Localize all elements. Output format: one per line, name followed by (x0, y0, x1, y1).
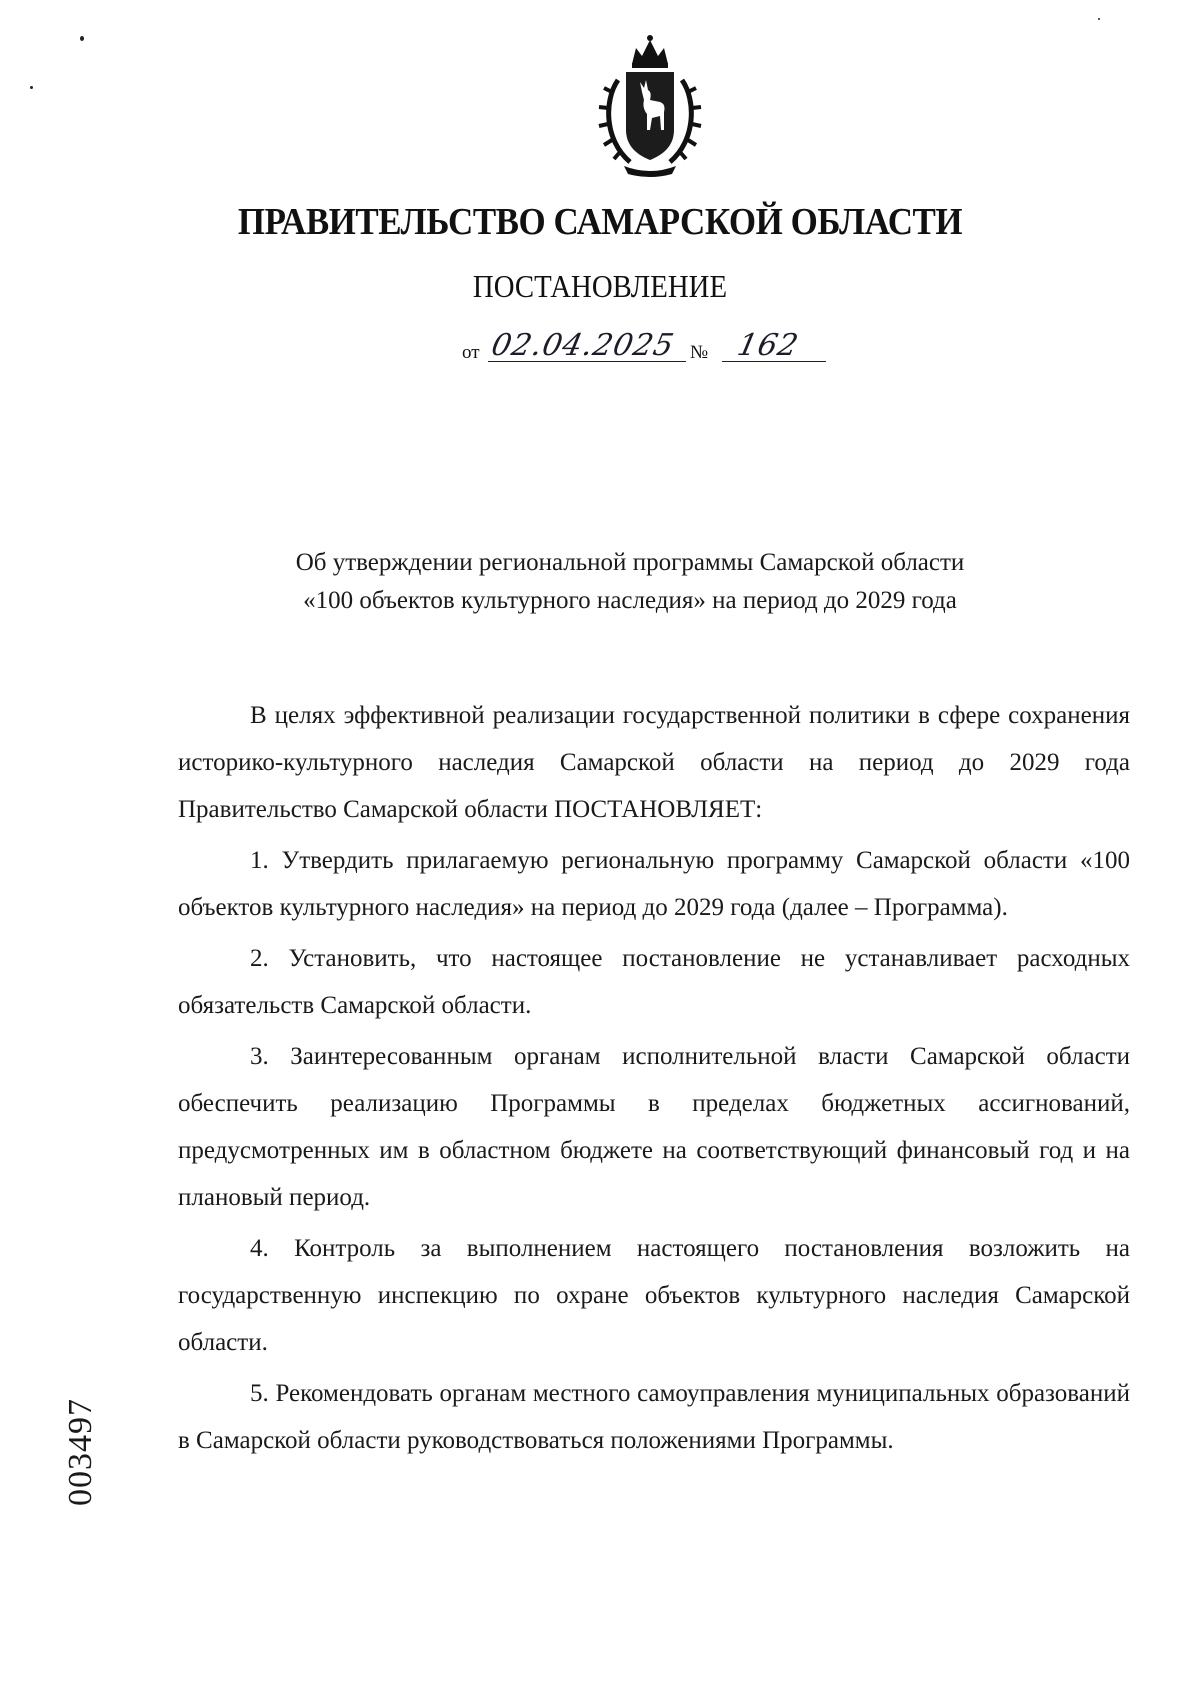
document-body (178, 692, 1130, 1468)
handwritten-number: 162 (734, 328, 802, 363)
item-paragraph-3: 3. Заинтересованным органам исполнительной власти Самарской области обеспечить реализацию Программы в пределах бюджетных ассигнований, предусмотренных им в областном бюджете на соответствующий финансовый год и на плановый период. (178, 1043, 1130, 1211)
number-underline (722, 361, 826, 362)
document-subject (0, 544, 1200, 620)
date-number-line (462, 328, 852, 368)
scan-speck (1098, 18, 1100, 20)
handwritten-date: 02.04.2025 (488, 328, 678, 363)
government-title: ПРАВИТЕЛЬСТВО САМАРСКОЙ ОБЛАСТИ (237, 201, 963, 243)
item-paragraph-2: 2. Установить, что настоящее постановление не устанавливает расходных обязательств Самарской области. (178, 945, 1130, 1019)
item-paragraph-4: 4. Контроль за выполнением настоящего постановления возложить на государственную инспекцию по охране объектов культурного наследия Самарской области. (178, 1235, 1130, 1356)
item-paragraph-5: 5. Рекомендовать органам местного самоуправления муниципальных образований в Самарской области руководствоваться положениями Программы. (178, 1380, 1130, 1454)
preamble-paragraph: В целях эффективной реализации государственной политики в сфере сохранения историко-культурного наследия Самарской области на период до 2029 года Правительство Самарской области ПОСТАНОВЛЯЕТ: (178, 702, 1130, 823)
date-prefix: от (462, 342, 480, 363)
subject-line-2: «100 объектов культурного наследия» на период до 2029 года (303, 587, 957, 614)
subject-line-1: Об утверждении региональной программы Самарской области (295, 549, 965, 576)
date-underline (488, 361, 686, 362)
scan-speck (30, 86, 33, 89)
margin-registration-number: 003497 (62, 1398, 99, 1506)
coat-of-arms-icon (590, 30, 710, 180)
scan-speck (80, 36, 84, 41)
number-prefix: № (690, 342, 709, 363)
item-paragraph-1: 1. Утвердить прилагаемую региональную программу Самарской области «100 объектов культурного наследия» на период до 2029 года (далее – Программа). (178, 847, 1130, 921)
document-type: ПОСТАНОВЛЕНИЕ (472, 268, 728, 304)
